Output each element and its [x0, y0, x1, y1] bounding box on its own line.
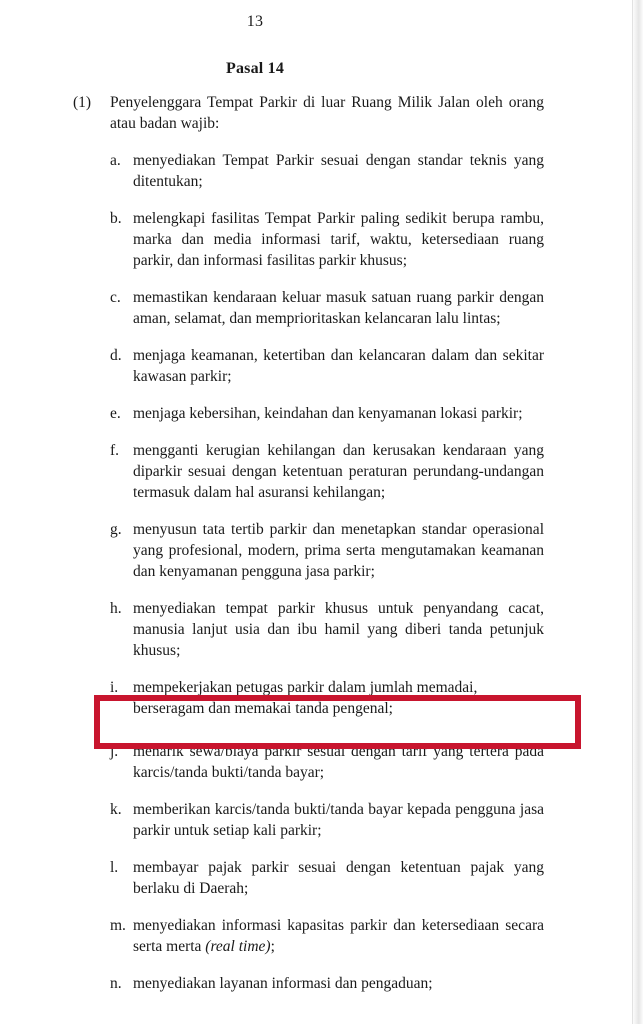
list-item: [110, 915, 544, 957]
paragraph-text: Penyelenggara Tempat Parkir di luar Ruang Milik Jalan oleh orang atau badan wajib:: [110, 94, 544, 132]
list-item-marker: d.: [110, 347, 122, 364]
list-item: [110, 857, 544, 899]
list-item-marker: e.: [110, 405, 121, 422]
list-item-text: membayar pajak parkir sesuai dengan ketentuan pajak yang berlaku di Daerah;: [133, 859, 544, 897]
list-item-marker: m.: [110, 917, 126, 934]
list-item: [110, 403, 544, 424]
list-item-text: melengkapi fasilitas Tempat Parkir paling sedikit berupa rambu, marka dan media informasi tarif, waktu, ketersediaan ruang parkir, dan informasi fasilitas parkir khusus;: [133, 210, 544, 269]
list-item: [110, 150, 544, 192]
list-item-text: mengganti kerugian kehilangan dan kerusakan kendaraan yang diparkir sesuai dengan ketentuan peraturan perundang-undangan termasuk dalam hal asuransi kehilangan;: [133, 442, 544, 501]
list-item-marker: i.: [110, 679, 119, 696]
list-item-marker: f.: [110, 442, 120, 459]
list-item-marker: g.: [110, 521, 122, 538]
list-item-marker: n.: [110, 975, 122, 992]
page-edge-line: [632, 0, 633, 1024]
list-item-text: menyusun tata tertib parkir dan menetapkan standar operasional yang profesional, modern, prima serta mengutamakan keamanan dan kenyamanan pengguna jasa parkir;: [133, 521, 544, 580]
list-item-marker: j.: [110, 743, 119, 760]
list-item: [110, 598, 544, 661]
lettered-list: [110, 150, 544, 994]
paragraph-marker: (1): [73, 94, 92, 111]
list-item-text: menyediakan tempat parkir khusus untuk penyandang cacat, manusia lanjut usia dan ibu hamil yang diberi tanda petunjuk khusus;: [133, 600, 544, 659]
list-item: [110, 973, 544, 994]
list-item-text-trailing: ;: [270, 938, 275, 955]
list-item-marker: l.: [110, 859, 119, 876]
list-item-marker: c.: [110, 289, 121, 306]
list-item-marker: k.: [110, 801, 122, 818]
list-item-text: menjaga kebersihan, keindahan dan kenyamanan lokasi parkir;: [133, 405, 523, 422]
body-block: [73, 92, 544, 1010]
list-item-text: memberikan karcis/tanda bukti/tanda bayar kepada pengguna jasa parkir untuk setiap kali parkir;: [133, 801, 544, 839]
list-item-marker: h.: [110, 600, 122, 617]
list-item-highlighted: [110, 677, 544, 719]
list-item: [110, 799, 544, 841]
list-item-text-plain: menyediakan informasi kapasitas parkir dan ketersediaan secara serta merta: [133, 917, 544, 955]
page-edge-shadow: [632, 0, 643, 1024]
page-title: Pasal 14: [225, 60, 285, 77]
list-item-text: menyediakan layanan informasi dan pengaduan;: [133, 975, 433, 992]
numbered-paragraph: [73, 92, 544, 134]
list-item-text: memastikan kendaraan keluar masuk satuan ruang parkir dengan aman, selamat, dan memprioritaskan kelancaran lalu lintas;: [133, 289, 544, 327]
list-item-text: mempekerjakan petugas parkir dalam jumlah memadai, berseragam dan memakai tanda pengenal;: [133, 679, 478, 717]
list-item: [110, 345, 544, 387]
list-item-text: [133, 915, 544, 957]
list-item: [110, 741, 544, 783]
list-item-text: menyediakan Tempat Parkir sesuai dengan standar teknis yang ditentukan;: [133, 152, 544, 190]
list-item-marker: a.: [110, 152, 121, 169]
list-item-text: menarik sewa/biaya parkir sesuai dengan tarif yang tertera pada karcis/tanda bukti/tanda bayar;: [133, 743, 544, 781]
list-item: [110, 519, 544, 582]
list-item: [110, 440, 544, 503]
list-item-marker: b.: [110, 210, 122, 227]
list-item: [110, 287, 544, 329]
list-item-text: menjaga keamanan, ketertiban dan kelancaran dalam dan sekitar kawasan parkir;: [133, 347, 544, 385]
list-item-text-italic: (real time): [205, 938, 271, 955]
page-number: 13: [246, 13, 264, 30]
list-item: [110, 208, 544, 271]
